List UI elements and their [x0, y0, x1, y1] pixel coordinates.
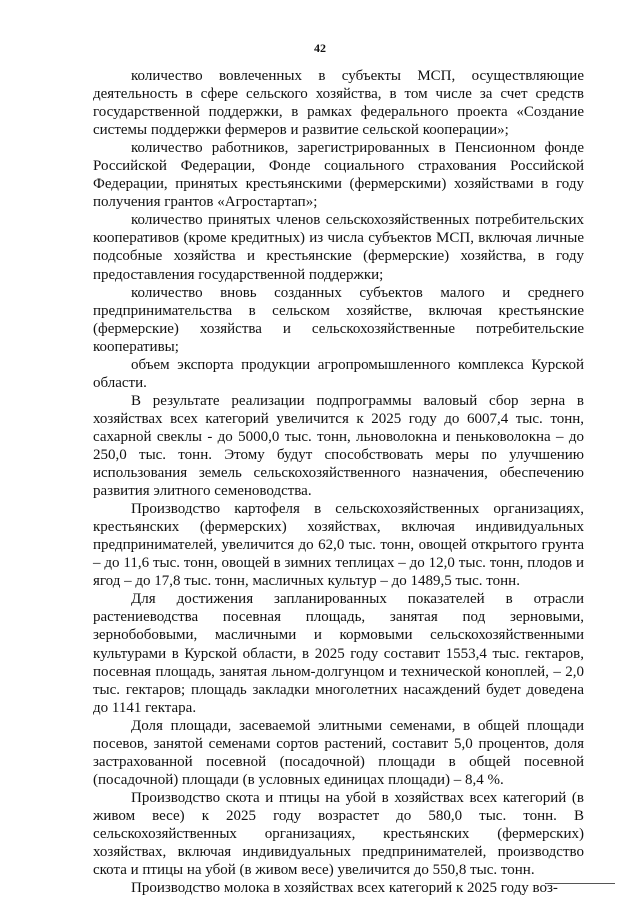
paragraph: количество работников, зарегистрированных в Пенсионном фонде Российской Федерации, Фонде социального страхования Российской Федерации, принятых крестьянскими (фермерскими) хозяйствами в году получения грантов «Агростартап»;: [93, 140, 584, 211]
paragraph: Производство скота и птицы на убой в хозяйствах всех категорий (в живом весе) к 2025 году возрастет до 580,0 тыс. тонн. В сельскохозяйственных организациях, крестьянских (фермерских) хозяйствах, включая индивидуальных предпринимателей, производство скота и птицы на убой (в живом весе) увеличится до 550,8 тыс. тонн.: [93, 789, 584, 879]
paragraph: количество вовлеченных в субъекты МСП, осуществляющие деятельность в сфере сельского хозяйства, в том числе за счет средств государственной поддержки, в рамках федерального проекта «Создание системы поддержки фермеров и развитие сельской кооперации»;: [93, 68, 584, 139]
paragraph: количество вновь созданных субъектов малого и среднего предпринимательства в сельском хозяйстве, включая крестьянские (фермерские) хозяйства и сельскохозяйственные потребительские кооперативы;: [93, 284, 584, 355]
body-text: [93, 67, 584, 897]
paragraph: Доля площади, засеваемой элитными семенами, в общей площади посевов, занятой семенами сортов растений, составит 5,0 процентов, доля застрахованной посевной (посадочной) площади в общей посевной (посадочной) площади (в условных единицах площади) – 8,4 %.: [93, 717, 584, 788]
paragraph: количество принятых членов сельскохозяйственных потребительских кооперативов (кроме кредитных) из числа субъектов МСП, включая личные подсобные хозяйства и крестьянские (фермерские) хозяйства, в году предоставления государственной поддержки;: [93, 212, 584, 283]
paragraph: Для достижения запланированных показателей в отрасли растениеводства посевная площадь, занятая под зерновыми, зернобобовыми, масличными и кормовыми сельскохозяйственными культурами в Курской области, в 2025 году составит 1553,4 тыс. гектаров, посевная площадь, занятая льном-долгунцом и технической коноплей, – 2,0 тыс. гектаров; площадь закладки многолетних насаждений будет доведена до 1141 гектара.: [93, 591, 584, 716]
paragraph: объем экспорта продукции агропромышленного комплекса Курской области.: [93, 356, 584, 391]
paragraph: Производство молока в хозяйствах всех категорий к 2025 году воз-: [131, 880, 558, 897]
paragraph: Производство картофеля в сельскохозяйственных организациях, крестьянских (фермерских) хозяйствах, включая индивидуальных предпринимателей, увеличится до 62,0 тыс. тонн, овощей открытого грунта – до 11,6 тыс. тонн, овощей в зимних теплицах – до 12,0 тыс. тонн, плодов и ягод – до 17,8 тыс. тонн, масличных культур – до 1489,5 тыс. тонн.: [93, 501, 584, 590]
page-number: 42: [314, 41, 326, 55]
footer-rule: [545, 883, 615, 884]
paragraph: В результате реализации подпрограммы валовый сбор зерна в хозяйствах всех категорий увеличится к 2025 году до 6007,4 тыс. тонн, сахарной свеклы - до 5000,0 тыс. тонн, льноволокна и пеньковолокна – до 250,0 тыс. тонн. Этому будут способствовать меры по улучшению использования земель сельскохозяйственного назначения, обеспечению развития элитного семеноводства.: [93, 392, 584, 500]
